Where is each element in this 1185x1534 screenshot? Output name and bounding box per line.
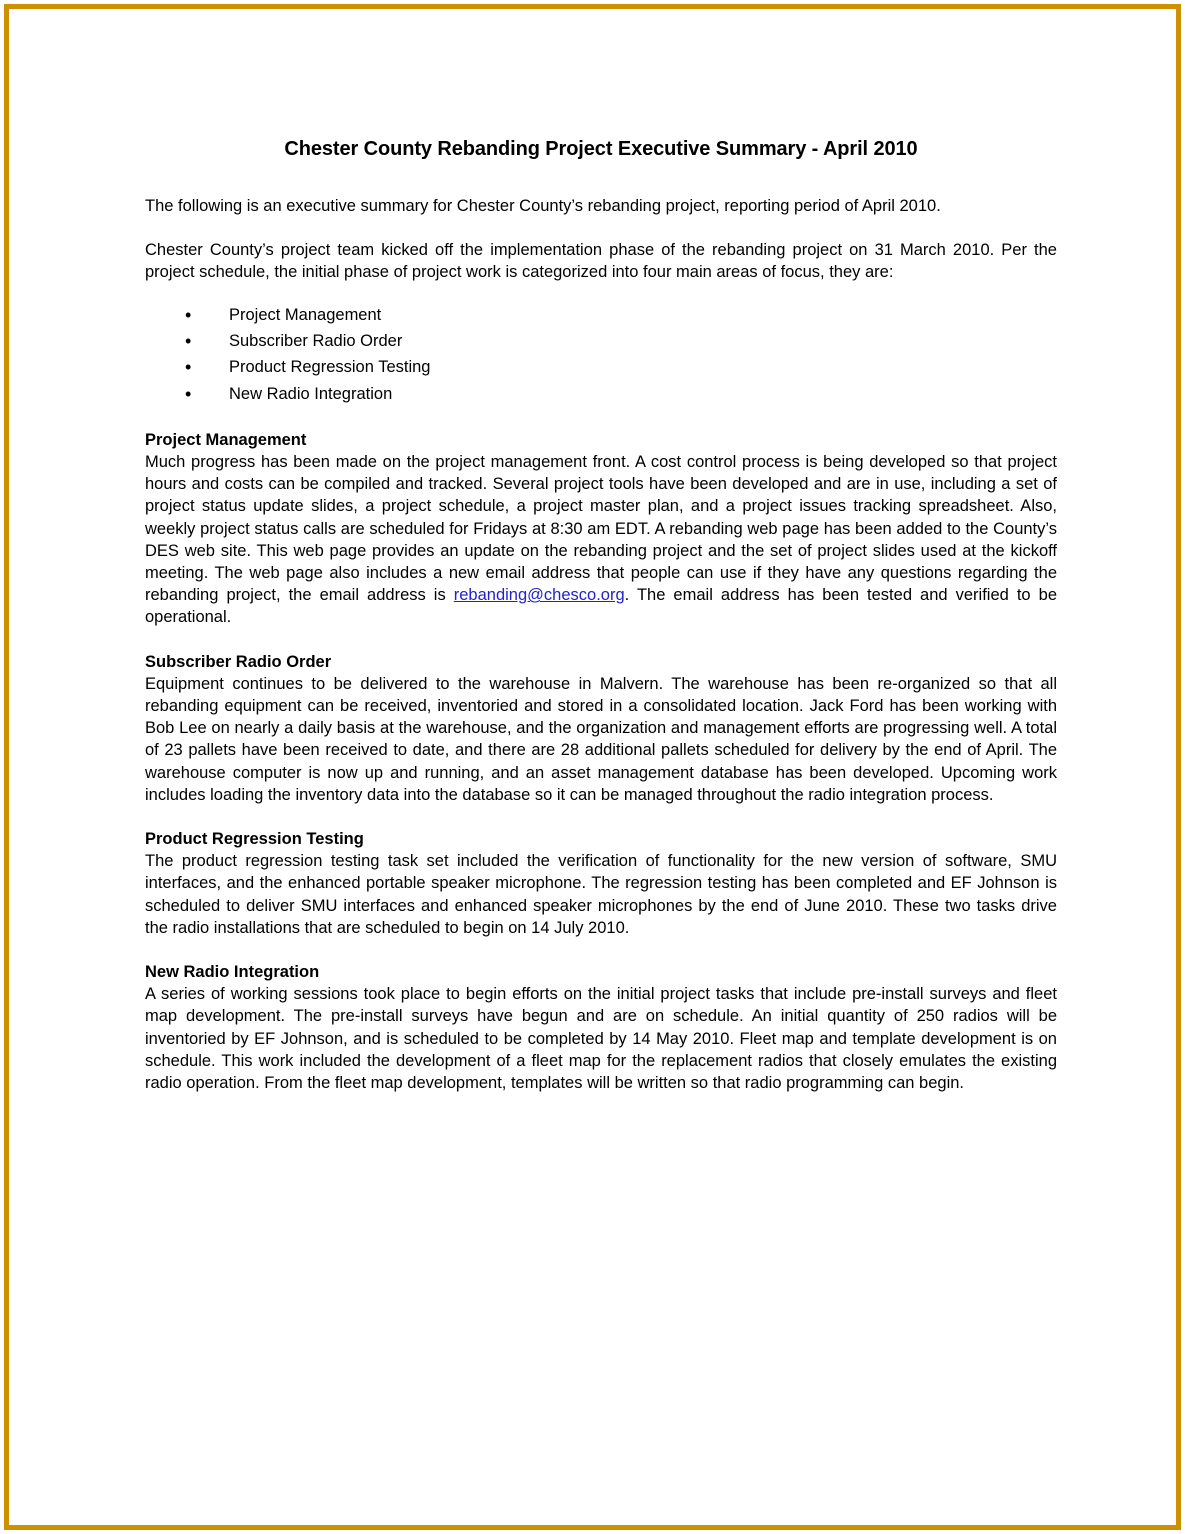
section-text-after-link: . The email address has been tested and verified to be operational.: [145, 586, 1058, 627]
page-title: Chester County Rebanding Project Executive Summary - April 2010: [284, 138, 918, 160]
section-heading: Product Regression Testing: [145, 830, 364, 849]
section-new-radio-integration: [145, 961, 1057, 1094]
bullet-icon: •: [185, 304, 192, 325]
email-link[interactable]: rebanding@chesco.org: [453, 586, 625, 605]
focus-areas-list: [145, 302, 1057, 407]
document-body: [145, 137, 1057, 1116]
list-item: [145, 381, 1057, 407]
section-product-regression-testing: [145, 828, 1057, 939]
section-paragraph: Equipment continues to be delivered to the warehouse in Malvern. The warehouse has been re-organized so that all rebanding equipment can be received, inventoried and stored in a consolidated location. Jack Ford has been working with Bob Lee on nearly a daily basis at the warehouse, and the organization and management efforts are progressing well. A total of 23 pallets have been received to date, and there are 28 additional pallets scheduled for delivery by the end of April. The warehouse computer is now up and running, and an asset management database has been developed. Upcoming work includes loading the inventory data into the database so it can be managed throughout the radio integration process.: [145, 674, 1057, 804]
list-item-label: Project Management: [229, 305, 382, 324]
bullet-icon: •: [185, 330, 192, 351]
document-page-frame: [4, 4, 1181, 1530]
bullet-icon: •: [185, 383, 192, 404]
section-subscriber-radio-order: [145, 651, 1057, 806]
list-item-label: Subscriber Radio Order: [229, 331, 403, 350]
bullet-icon: •: [185, 357, 192, 378]
list-item-label: Product Regression Testing: [229, 358, 431, 377]
section-paragraph: [145, 451, 1057, 629]
intro-paragraph-2: Chester County’s project team kicked off the implementation phase of the rebanding project on 31 March 2010. Per the project schedule, the initial phase of project work is categorized into four main areas of focus, they are:: [145, 241, 1057, 282]
intro-paragraph-1: The following is an executive summary for Chester County’s rebanding project, reporting period of April 2010.: [145, 197, 941, 215]
section-heading: Project Management: [145, 430, 307, 449]
section-heading: New Radio Integration: [145, 963, 320, 982]
section-paragraph: The product regression testing task set included the verification of functionality for the new version of software, SMU interfaces, and the enhanced portable speaker microphone. The regression testing has been completed and EF Johnson is scheduled to deliver SMU interfaces and enhanced speaker microphones by the end of June 2010. These two tasks drive the radio installations that are scheduled to begin on 14 July 2010.: [145, 852, 1057, 937]
list-item-label: New Radio Integration: [229, 384, 393, 403]
section-paragraph: A series of working sessions took place to begin efforts on the initial project tasks that include pre-install surveys and fleet map development. The pre-install surveys have begun and are on schedule. An initial quantity of 250 radios will be inventoried by EF Johnson, and is scheduled to be completed by 14 May 2010. Fleet map and template development is on schedule. This work included the development of a fleet map for the replacement radios that closely emulates the existing radio operation. From the fleet map development, templates will be written so that radio programming can begin.: [145, 985, 1057, 1093]
section-heading: Subscriber Radio Order: [145, 652, 332, 671]
section-text-before-link: Much progress has been made on the project management front. A cost control process is being developed so that project hours and costs can be compiled and tracked. Several project tools have been developed and are in use, including a set of project status update slides, a project schedule, a project master plan, and a project issues tracking spreadsheet. Also, weekly project status calls are scheduled for Fridays at 8:30 am EDT. A rebanding web page has been added to the County’s DES web site. This web page provides an update on the rebanding project and the set of project slides used at the kickoff meeting. The web page also includes a new email address that people can use if they have any questions regarding the rebanding project, the email address is: [145, 453, 1057, 605]
list-item: [145, 354, 1057, 380]
list-item: [145, 302, 1057, 328]
list-item: [145, 328, 1057, 354]
section-project-management: [145, 429, 1057, 629]
